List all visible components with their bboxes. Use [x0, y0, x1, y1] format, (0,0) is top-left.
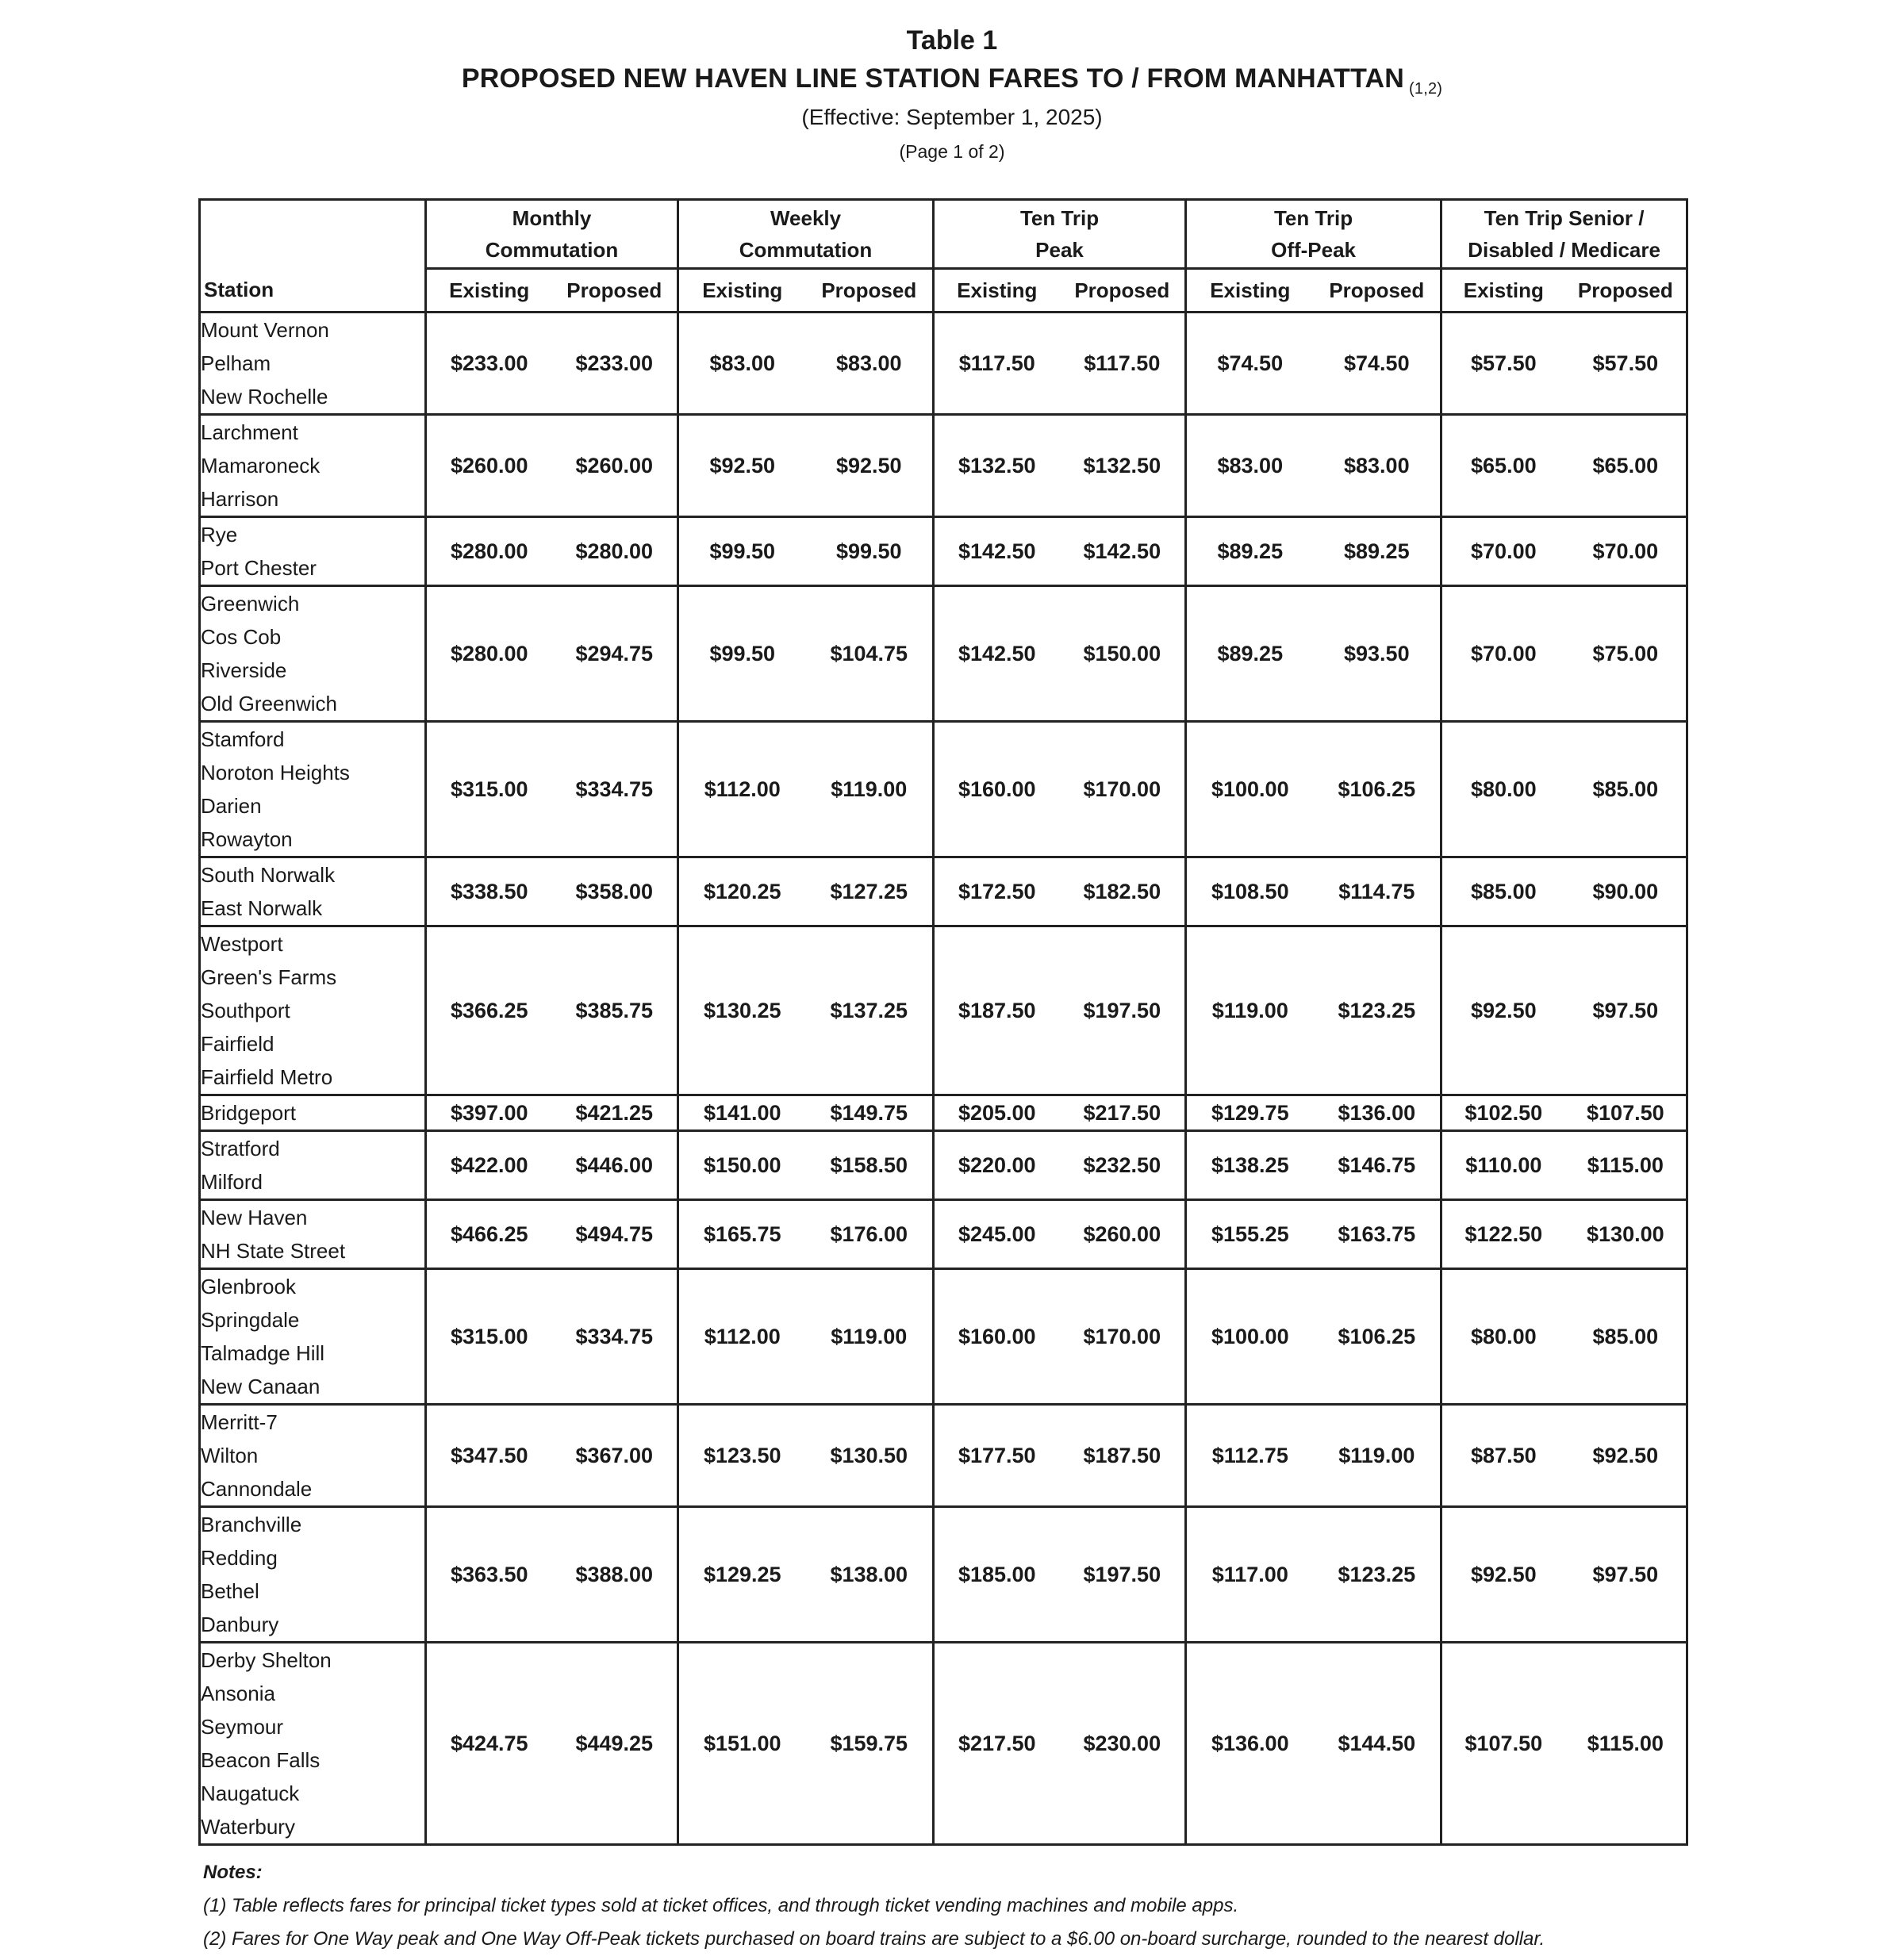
notes-title: Notes: [203, 1862, 263, 1883]
table-row [200, 313, 1687, 415]
existing-fare: $99.50 [678, 586, 806, 722]
station-name: Fairfield Metro [201, 1065, 333, 1089]
existing-fare: $112.75 [1186, 1405, 1314, 1507]
station-cell [200, 1269, 426, 1405]
station-name: Darien [201, 794, 262, 818]
proposed-fare: $89.25 [1314, 517, 1441, 586]
station-name: Cannondale [201, 1477, 313, 1501]
station-name: Bethel [201, 1579, 259, 1603]
table-row [200, 1200, 1687, 1269]
existing-fare: $397.00 [426, 1095, 552, 1131]
proposed-fare: $90.00 [1565, 857, 1687, 926]
proposed-fare: $114.75 [1314, 857, 1441, 926]
station-name: Ansonia [201, 1682, 275, 1705]
station-cell [200, 586, 426, 722]
station-cell [200, 313, 426, 415]
proposed-fare: $230.00 [1060, 1643, 1186, 1845]
existing-fare: $260.00 [426, 415, 552, 517]
proposed-fare: $176.00 [806, 1200, 934, 1269]
station-cell [200, 415, 426, 517]
proposed-fare: $163.75 [1314, 1200, 1441, 1269]
existing-fare: $70.00 [1441, 517, 1565, 586]
proposed-fare: $280.00 [552, 517, 678, 586]
proposed-fare: $136.00 [1314, 1095, 1441, 1131]
proposed-fare: $123.25 [1314, 1507, 1441, 1643]
existing-fare: $100.00 [1186, 1269, 1314, 1405]
proposed-fare: $117.50 [1060, 313, 1186, 415]
existing-fare: $57.50 [1441, 313, 1565, 415]
note-item: (2) Fares for One Way peak and One Way Off-Peak tickets purchased on board trains are subject to a $6.00 on-board surcharge, rounded to the nearest dollar. [203, 1928, 1545, 1950]
proposed-fare: $97.50 [1565, 926, 1687, 1095]
existing-fare: $422.00 [426, 1131, 552, 1200]
existing-fare: $108.50 [1186, 857, 1314, 926]
station-name: Westport [201, 932, 283, 956]
station-name: Redding [201, 1546, 278, 1570]
proposed-fare: $449.25 [552, 1643, 678, 1845]
station-name: Danbury [201, 1613, 279, 1636]
proposed-fare: $170.00 [1060, 722, 1186, 857]
station-name: Noroton Heights [201, 761, 350, 784]
proposed-fare: $75.00 [1565, 586, 1687, 722]
station-name: Harrison [201, 487, 279, 511]
existing-fare: $160.00 [934, 722, 1060, 857]
station-cell [200, 1095, 426, 1131]
proposed-fare: $334.75 [552, 722, 678, 857]
proposed-fare: $97.50 [1565, 1507, 1687, 1643]
proposed-fare: $187.50 [1060, 1405, 1186, 1507]
station-name: Southport [201, 999, 290, 1022]
station-name: New Rochelle [201, 385, 328, 408]
existing-fare: $92.50 [1441, 1507, 1565, 1643]
station-name: Milford [201, 1170, 263, 1194]
proposed-fare: $92.50 [806, 415, 934, 517]
proposed-fare: $159.75 [806, 1643, 934, 1845]
station-name: Pelham [201, 351, 271, 375]
page-indicator: (Page 1 of 2) [899, 141, 1005, 162]
existing-fare: $129.25 [678, 1507, 806, 1643]
existing-fare: $142.50 [934, 517, 1060, 586]
existing-fare: $132.50 [934, 415, 1060, 517]
station-name: Fairfield [201, 1032, 274, 1056]
proposed-fare: $115.00 [1565, 1643, 1687, 1845]
table-row [200, 1507, 1687, 1643]
station-name: Greenwich [201, 592, 300, 616]
group-header: Weekly Commutation [678, 200, 934, 269]
existing-fare: $338.50 [426, 857, 552, 926]
proposed-fare: $138.00 [806, 1507, 934, 1643]
existing-fare: $165.75 [678, 1200, 806, 1269]
proposed-fare: $385.75 [552, 926, 678, 1095]
proposed-fare: $217.50 [1060, 1095, 1186, 1131]
station-cell [200, 1131, 426, 1200]
existing-fare: $220.00 [934, 1131, 1060, 1200]
proposed-fare: $127.25 [806, 857, 934, 926]
existing-fare: $112.00 [678, 722, 806, 857]
station-cell [200, 722, 426, 857]
proposed-fare: $85.00 [1565, 1269, 1687, 1405]
notes-section [203, 1856, 1545, 1956]
station-name: Rowayton [201, 827, 293, 851]
existing-fare: $100.00 [1186, 722, 1314, 857]
proposed-fare: $137.25 [806, 926, 934, 1095]
proposed-fare: $334.75 [552, 1269, 678, 1405]
table-row [200, 1095, 1687, 1131]
existing-fare: $151.00 [678, 1643, 806, 1845]
proposed-fare: $197.50 [1060, 926, 1186, 1095]
existing-fare: $89.25 [1186, 586, 1314, 722]
table-row [200, 1131, 1687, 1200]
station-name: Derby Shelton [201, 1648, 332, 1672]
station-header: Station [200, 269, 426, 313]
station-name: Wilton [201, 1444, 259, 1467]
proposed-fare: $119.00 [806, 722, 934, 857]
existing-fare: $120.25 [678, 857, 806, 926]
proposed-fare: $83.00 [806, 313, 934, 415]
proposed-fare: $232.50 [1060, 1131, 1186, 1200]
existing-fare: $99.50 [678, 517, 806, 586]
existing-fare: $89.25 [1186, 517, 1314, 586]
proposed-fare: $70.00 [1565, 517, 1687, 586]
station-name: Waterbury [201, 1815, 295, 1839]
existing-header: Existing [678, 269, 806, 313]
existing-fare: $424.75 [426, 1643, 552, 1845]
station-cell [200, 1405, 426, 1507]
existing-fare: $347.50 [426, 1405, 552, 1507]
proposed-fare: $65.00 [1565, 415, 1687, 517]
proposed-fare: $106.25 [1314, 722, 1441, 857]
station-name: Branchville [201, 1513, 302, 1536]
table-row [200, 926, 1687, 1095]
table-row [200, 722, 1687, 857]
existing-fare: $80.00 [1441, 722, 1565, 857]
station-name: Cos Cob [201, 625, 282, 649]
table-number: Table 1 [906, 25, 998, 56]
station-name: New Haven [201, 1206, 308, 1229]
station-name: East Norwalk [201, 896, 323, 920]
station-name: Talmadge Hill [201, 1341, 325, 1365]
station-name: Rye [201, 523, 238, 547]
proposed-fare: $294.75 [552, 586, 678, 722]
existing-fare: $74.50 [1186, 313, 1314, 415]
station-name: Larchment [201, 420, 298, 444]
existing-fare: $141.00 [678, 1095, 806, 1131]
existing-fare: $363.50 [426, 1507, 552, 1643]
existing-header: Existing [1441, 269, 1565, 313]
proposed-fare: $85.00 [1565, 722, 1687, 857]
existing-fare: $65.00 [1441, 415, 1565, 517]
fares-table [198, 198, 1688, 1846]
proposed-fare: $104.75 [806, 586, 934, 722]
existing-fare: $122.50 [1441, 1200, 1565, 1269]
existing-fare: $205.00 [934, 1095, 1060, 1131]
station-name: Seymour [201, 1715, 284, 1739]
proposed-fare: $130.00 [1565, 1200, 1687, 1269]
proposed-header: Proposed [1565, 269, 1687, 313]
existing-fare: $92.50 [1441, 926, 1565, 1095]
station-name: NH State Street [201, 1239, 346, 1263]
existing-fare: $130.25 [678, 926, 806, 1095]
proposed-fare: $150.00 [1060, 586, 1186, 722]
station-cell [200, 1200, 426, 1269]
station-name: Old Greenwich [201, 692, 337, 715]
existing-fare: $102.50 [1441, 1095, 1565, 1131]
station-name: Green's Farms [201, 965, 337, 989]
existing-fare: $185.00 [934, 1507, 1060, 1643]
proposed-fare: $197.50 [1060, 1507, 1186, 1643]
station-name: Glenbrook [201, 1275, 296, 1298]
existing-fare: $245.00 [934, 1200, 1060, 1269]
existing-fare: $92.50 [678, 415, 806, 517]
existing-fare: $142.50 [934, 586, 1060, 722]
existing-fare: $136.00 [1186, 1643, 1314, 1845]
table-row [200, 1269, 1687, 1405]
existing-fare: $366.25 [426, 926, 552, 1095]
station-name: South Norwalk [201, 863, 336, 887]
existing-fare: $160.00 [934, 1269, 1060, 1405]
proposed-fare: $149.75 [806, 1095, 934, 1131]
existing-fare: $233.00 [426, 313, 552, 415]
existing-header: Existing [934, 269, 1060, 313]
proposed-fare: $260.00 [552, 415, 678, 517]
station-name: Merritt-7 [201, 1410, 278, 1434]
station-name: Riverside [201, 658, 287, 682]
existing-fare: $172.50 [934, 857, 1060, 926]
station-cell [200, 517, 426, 586]
proposed-fare: $388.00 [552, 1507, 678, 1643]
existing-fare: $70.00 [1441, 586, 1565, 722]
existing-fare: $280.00 [426, 586, 552, 722]
proposed-fare: $233.00 [552, 313, 678, 415]
existing-fare: $466.25 [426, 1200, 552, 1269]
existing-fare: $117.00 [1186, 1507, 1314, 1643]
station-name: Stamford [201, 727, 285, 751]
station-name: Mount Vernon [201, 318, 329, 342]
proposed-fare: $93.50 [1314, 586, 1441, 722]
group-header-row [200, 200, 1687, 269]
existing-fare: $110.00 [1441, 1131, 1565, 1200]
proposed-fare: $142.50 [1060, 517, 1186, 586]
proposed-fare: $83.00 [1314, 415, 1441, 517]
proposed-fare: $132.50 [1060, 415, 1186, 517]
station-name: Stratford [201, 1137, 280, 1160]
existing-header: Existing [426, 269, 552, 313]
proposed-fare: $107.50 [1565, 1095, 1687, 1131]
proposed-fare: $144.50 [1314, 1643, 1441, 1845]
existing-fare: $80.00 [1441, 1269, 1565, 1405]
existing-fare: $187.50 [934, 926, 1060, 1095]
fare-rows [200, 313, 1687, 1845]
station-name: Mamaroneck [201, 454, 321, 477]
table-row [200, 857, 1687, 926]
table-row [200, 1405, 1687, 1507]
proposed-fare: $358.00 [552, 857, 678, 926]
existing-fare: $87.50 [1441, 1405, 1565, 1507]
existing-fare: $129.75 [1186, 1095, 1314, 1131]
existing-header: Existing [1186, 269, 1314, 313]
proposed-fare: $158.50 [806, 1131, 934, 1200]
existing-fare: $138.25 [1186, 1131, 1314, 1200]
proposed-fare: $421.25 [552, 1095, 678, 1131]
proposed-fare: $99.50 [806, 517, 934, 586]
existing-fare: $123.50 [678, 1405, 806, 1507]
proposed-fare: $119.00 [806, 1269, 934, 1405]
corner-cell [200, 200, 426, 269]
proposed-fare: $123.25 [1314, 926, 1441, 1095]
existing-fare: $217.50 [934, 1643, 1060, 1845]
existing-fare: $112.00 [678, 1269, 806, 1405]
title-text: PROPOSED NEW HAVEN LINE STATION FARES TO / FROM MANHATTAN [461, 63, 1405, 94]
note-item: (1) Table reflects fares for principal ticket types sold at ticket offices, and through ticket vending machines and mobile apps. [203, 1895, 1239, 1916]
column-header-row [200, 269, 1687, 313]
station-cell [200, 926, 426, 1095]
table-row [200, 415, 1687, 517]
proposed-fare: $146.75 [1314, 1131, 1441, 1200]
station-name: Springdale [201, 1308, 300, 1332]
group-header: Monthly Commutation [426, 200, 678, 269]
existing-fare: $107.50 [1441, 1643, 1565, 1845]
existing-fare: $177.50 [934, 1405, 1060, 1507]
proposed-fare: $446.00 [552, 1131, 678, 1200]
existing-fare: $117.50 [934, 313, 1060, 415]
proposed-fare: $130.50 [806, 1405, 934, 1507]
proposed-fare: $92.50 [1565, 1405, 1687, 1507]
proposed-header: Proposed [806, 269, 934, 313]
existing-fare: $85.00 [1441, 857, 1565, 926]
table-row [200, 517, 1687, 586]
proposed-fare: $74.50 [1314, 313, 1441, 415]
station-name: New Canaan [201, 1375, 321, 1398]
existing-fare: $280.00 [426, 517, 552, 586]
station-name: Port Chester [201, 556, 317, 580]
proposed-fare: $170.00 [1060, 1269, 1186, 1405]
document-title [0, 63, 1904, 98]
proposed-header: Proposed [1314, 269, 1441, 313]
table-row [200, 586, 1687, 722]
proposed-fare: $367.00 [552, 1405, 678, 1507]
group-header: Ten Trip Peak [934, 200, 1186, 269]
proposed-fare: $115.00 [1565, 1131, 1687, 1200]
station-cell [200, 1643, 426, 1845]
existing-fare: $150.00 [678, 1131, 806, 1200]
title-footnote-ref: (1,2) [1409, 80, 1443, 98]
station-cell [200, 1507, 426, 1643]
proposed-fare: $494.75 [552, 1200, 678, 1269]
proposed-fare: $182.50 [1060, 857, 1186, 926]
station-name: Naugatuck [201, 1781, 300, 1805]
existing-fare: $83.00 [1186, 415, 1314, 517]
existing-fare: $119.00 [1186, 926, 1314, 1095]
proposed-fare: $119.00 [1314, 1405, 1441, 1507]
proposed-fare: $57.50 [1565, 313, 1687, 415]
station-name: Beacon Falls [201, 1748, 321, 1772]
existing-fare: $155.25 [1186, 1200, 1314, 1269]
station-cell [200, 857, 426, 926]
effective-date: (Effective: September 1, 2025) [801, 105, 1103, 129]
proposed-header: Proposed [1060, 269, 1186, 313]
proposed-fare: $106.25 [1314, 1269, 1441, 1405]
station-name: Bridgeport [201, 1101, 296, 1125]
proposed-fare: $260.00 [1060, 1200, 1186, 1269]
group-header: Ten Trip Senior / Disabled / Medicare [1441, 200, 1687, 269]
table-row [200, 1643, 1687, 1845]
proposed-header: Proposed [552, 269, 678, 313]
existing-fare: $315.00 [426, 1269, 552, 1405]
group-header: Ten Trip Off-Peak [1186, 200, 1441, 269]
existing-fare: $83.00 [678, 313, 806, 415]
existing-fare: $315.00 [426, 722, 552, 857]
